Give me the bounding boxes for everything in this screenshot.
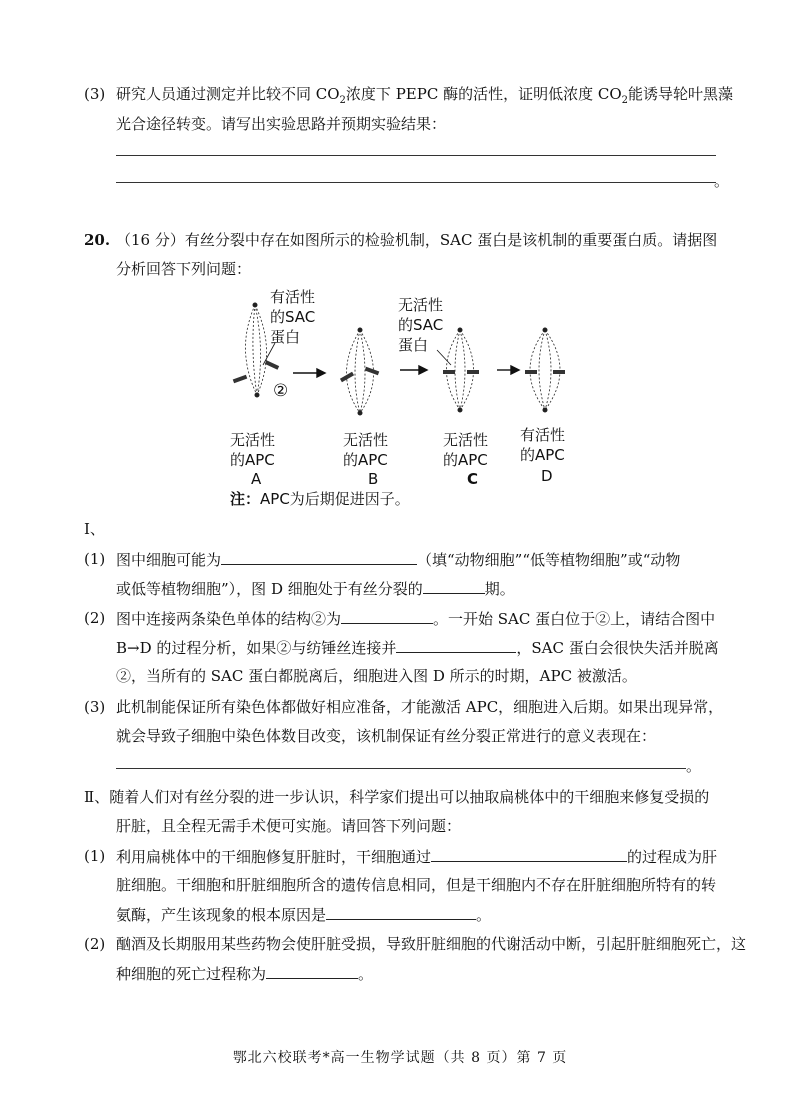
q19-3-text-c: 能诱导轮叶黑藻 bbox=[628, 85, 734, 103]
answer-blank[interactable] bbox=[326, 903, 476, 920]
label-active-sac-line1: 有活性 bbox=[270, 288, 316, 306]
cell-a-label-top: 无活性 bbox=[230, 431, 276, 449]
part1-q2-line1 bbox=[116, 607, 715, 630]
cell-d-letter: D bbox=[541, 467, 553, 485]
part1-q1-number: (1) bbox=[84, 550, 106, 568]
part2-q1-text-b: 的过程成为肝 bbox=[627, 848, 718, 866]
part2-q1-line1 bbox=[116, 845, 717, 868]
answer-blank[interactable] bbox=[431, 845, 627, 862]
cell-c-letter: C bbox=[467, 470, 479, 488]
end-period: 。 bbox=[714, 172, 730, 190]
mitosis-figure bbox=[215, 285, 605, 515]
label-inactive-sac-line3: 蛋白 bbox=[398, 336, 429, 354]
co2-subscript: 2 bbox=[621, 95, 628, 106]
figure-note bbox=[230, 489, 410, 509]
part2-q1-text-d: 氨酶，产生该现象的根本原因是 bbox=[116, 906, 327, 924]
part2-q2-text-b: 种细胞的死亡过程称为 bbox=[116, 965, 267, 983]
answer-blank[interactable] bbox=[266, 962, 358, 979]
part2-q2-number: (2) bbox=[84, 935, 106, 953]
q19-3-number: (3) bbox=[84, 85, 106, 103]
q19-3-text-a: 研究人员通过测定并比较不同 CO bbox=[116, 85, 340, 103]
part2-q2-line2 bbox=[116, 962, 373, 985]
part1-q2-text-c: B→D 的过程分析，如果②与纺锤丝连接并 bbox=[116, 639, 397, 657]
cell-d-label-top: 有活性 bbox=[520, 426, 566, 444]
part2-q2-line1: 酗酒及长期服用某些药物会使肝脏受损，导致肝脏细胞的代谢活动中断，引起肝脏细胞死亡，这 bbox=[116, 935, 747, 953]
label-active-sac-line2: 的SAC bbox=[270, 308, 316, 326]
structure-2-marker: ② bbox=[273, 381, 289, 401]
part1-q3-end: 。 bbox=[686, 757, 702, 775]
label-inactive-sac-line1: 无活性 bbox=[398, 296, 444, 314]
part1-q2-number: (2) bbox=[84, 609, 106, 627]
cell-c-label-bottom: 的APC bbox=[443, 451, 488, 469]
part1-q2-line2 bbox=[116, 636, 719, 659]
part1-q2-line3: ②，当所有的 SAC 蛋白都脱离后，细胞进入图 D 所示的时期，APC 被激活。 bbox=[116, 667, 637, 685]
q19-3-text-b: 浓度下 PEPC 酶的活性，证明低浓度 CO bbox=[345, 85, 622, 103]
answer-line[interactable] bbox=[116, 182, 716, 183]
answer-line[interactable] bbox=[116, 768, 686, 769]
part2-q1-text-a: 利用扁桃体中的干细胞修复肝脏时，干细胞通过 bbox=[116, 848, 432, 866]
part2-q1-number: (1) bbox=[84, 847, 106, 865]
part1-q2-text-d: ，SAC 蛋白会很快失活并脱离 bbox=[516, 639, 719, 657]
part1-q3-line1: 此机制能保证所有染色体都做好相应准备，才能激活 APC，细胞进入后期。如果出现异常， bbox=[116, 698, 724, 716]
q20-number: 20. bbox=[84, 231, 111, 249]
q20-line2: 分析回答下列问题： bbox=[116, 260, 252, 278]
co2-subscript: 2 bbox=[339, 95, 346, 106]
part2-q1-text-e: 。 bbox=[476, 906, 492, 924]
part2-q1-line2: 脏细胞。干细胞和肝脏细胞所含的遗传信息相同，但是干细胞内不存在肝脏细胞所特有的转 bbox=[116, 876, 717, 894]
cell-c-label-top: 无活性 bbox=[443, 431, 489, 449]
cell-b-label-bottom: 的APC bbox=[343, 451, 388, 469]
part1-q1-text-b: （填“动物细胞”“低等植物细胞”或“动物 bbox=[417, 551, 681, 569]
part1-heading: I、 bbox=[84, 520, 105, 538]
part1-q1-text-a: 图中细胞可能为 bbox=[116, 551, 222, 569]
cell-a-letter: A bbox=[251, 470, 262, 488]
part1-q3-number: (3) bbox=[84, 698, 106, 716]
page-footer: 鄂北六校联考*高一生物学试题（共 8 页）第 7 页 bbox=[232, 1050, 568, 1066]
part1-q3-line2: 就会导致子细胞中染色体数目改变，该机制保证有丝分裂正常进行的意义表现在： bbox=[116, 727, 657, 745]
answer-blank[interactable] bbox=[341, 607, 433, 624]
q19-3-line1 bbox=[116, 83, 733, 112]
answer-blank[interactable] bbox=[396, 636, 516, 653]
part1-q1-text-d: 期。 bbox=[484, 580, 515, 598]
part1-q1-line1 bbox=[116, 548, 680, 571]
cell-a-label-bottom: 的APC bbox=[230, 451, 275, 469]
part2-intro-line2: 肝脏，且全程无需手术便可实施。请回答下列问题： bbox=[116, 817, 462, 835]
part2-intro-line1: Ⅱ、随着人们对有丝分裂的进一步认识，科学家们提出可以抽取扁桃体中的干细胞来修复受损的 bbox=[84, 788, 710, 806]
figure-note-text: APC为后期促进因子。 bbox=[260, 490, 410, 508]
q20-line1: （16 分）有丝分裂中存在如图所示的检验机制，SAC 蛋白是该机制的重要蛋白质。请据图 bbox=[116, 231, 718, 249]
answer-line[interactable] bbox=[116, 155, 716, 156]
part1-q1-text-c: 或低等植物细胞”），图 D 细胞处于有丝分裂的 bbox=[116, 580, 423, 598]
figure-note-prefix: 注： bbox=[230, 490, 261, 508]
part2-q1-line3 bbox=[116, 903, 491, 926]
part1-q2-text-b: 。一开始 SAC 蛋白位于②上，请结合图中 bbox=[433, 610, 716, 628]
part1-q2-text-a: 图中连接两条染色单体的结构②为 bbox=[116, 610, 342, 628]
answer-blank[interactable] bbox=[423, 577, 485, 594]
cell-b-label-top: 无活性 bbox=[343, 431, 389, 449]
cell-b-letter: B bbox=[368, 470, 379, 488]
part1-q1-line2 bbox=[116, 577, 515, 600]
label-inactive-sac-line2: 的SAC bbox=[398, 316, 444, 334]
part2-q2-text-c: 。 bbox=[358, 965, 374, 983]
label-active-sac-line3: 蛋白 bbox=[270, 328, 301, 346]
cell-d-label-bottom: 的APC bbox=[520, 446, 565, 464]
q19-3-line2: 光合途径转变。请写出实验思路并预期实验结果： bbox=[116, 115, 447, 133]
answer-blank[interactable] bbox=[221, 548, 417, 565]
